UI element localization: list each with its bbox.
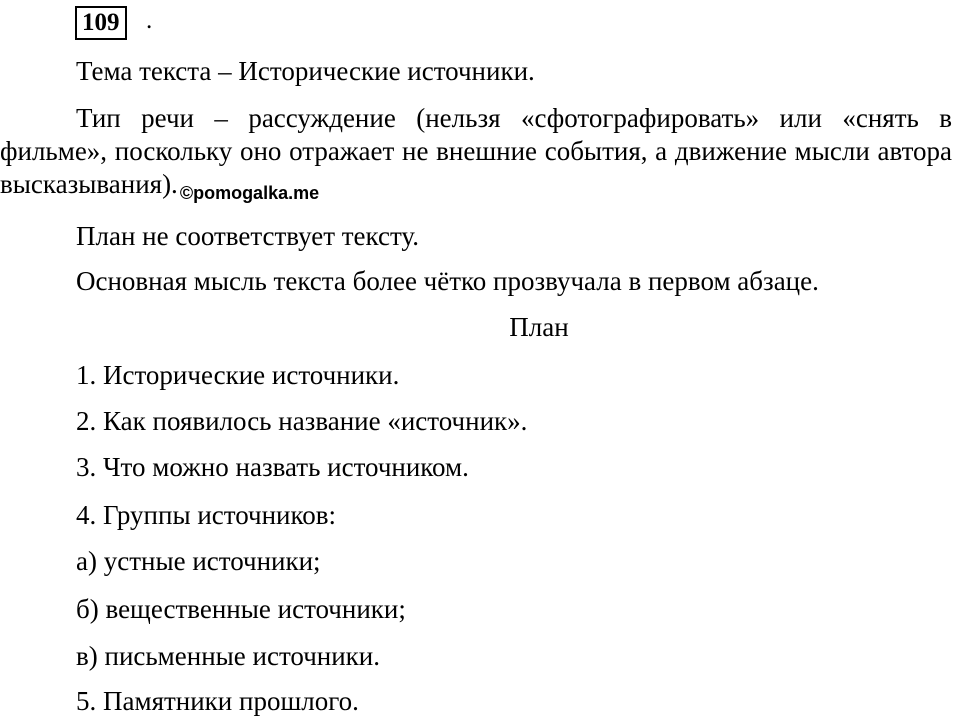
plan-mismatch-line: План не соответствует тексту. <box>76 221 419 251</box>
watermark-text: ©pomogalka.me <box>179 183 320 203</box>
speech-type-paragraph <box>0 102 952 210</box>
plan-subitem: в) письменные источники. <box>76 641 381 671</box>
plan-item: 3. Что можно назвать источником. <box>76 452 469 482</box>
plan-item: 2. Как появилось название «источник». <box>76 406 528 436</box>
plan-subitem: б) вещественные источники; <box>76 594 406 624</box>
topic-line: Тема текста – Исторические источники. <box>76 56 535 86</box>
plan-item: 4. Группы источников: <box>76 500 336 530</box>
plan-subitem: а) устные источники; <box>76 546 321 576</box>
task-number-dot: . <box>146 7 153 34</box>
plan-item: 1. Исторические источники. <box>76 360 400 390</box>
speech-type-text: Тип речи – рассуждение (нельзя «сфотографировать» или «снять в фильме», поскольку оно отражает не внешние события, а движение мысли автора высказывания). <box>0 103 952 199</box>
main-idea-line: Основная мысль текста более чётко прозвучала в первом абзаце. <box>76 266 819 296</box>
plan-title: План <box>509 312 569 342</box>
plan-item: 5. Памятники прошлого. <box>76 686 359 716</box>
task-number-box: 109 <box>75 6 127 40</box>
